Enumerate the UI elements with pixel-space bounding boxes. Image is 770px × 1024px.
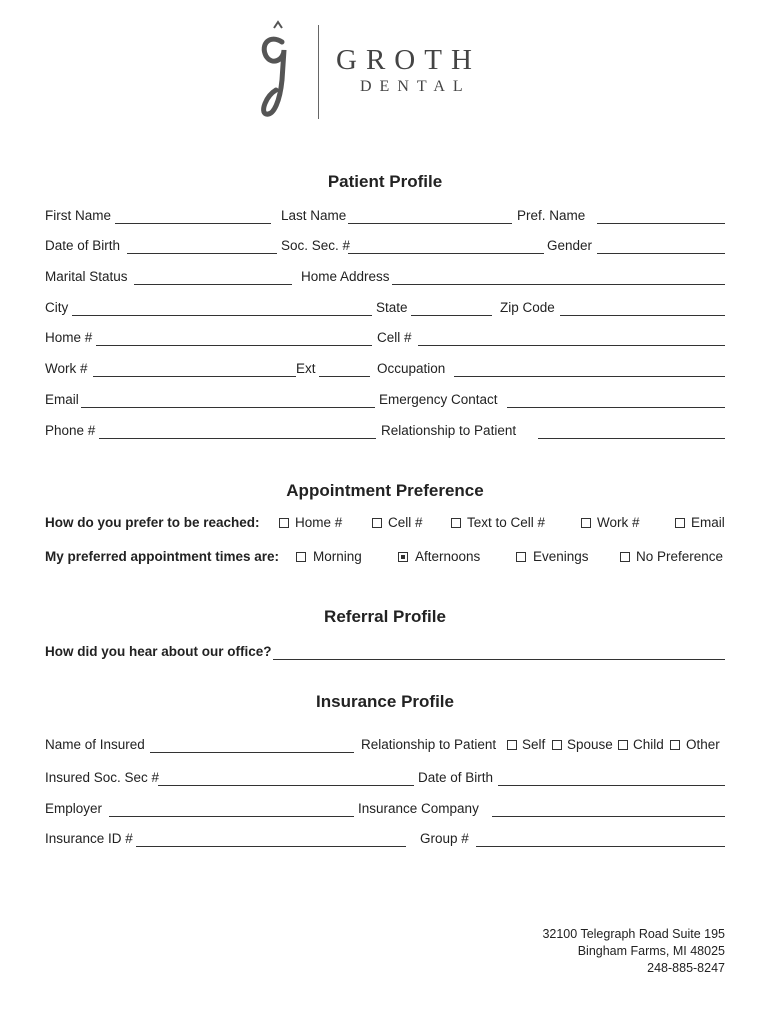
gender-label: Gender [547,238,593,253]
insurance-relationship-label: Relationship to Patient [361,737,497,752]
time-evenings-label: Evenings [533,549,589,564]
dob-label: Date of Birth [45,238,121,253]
reach-text-checkbox[interactable] [451,518,461,528]
insured-ssn-label: Insured Soc. Sec # [45,770,160,785]
rel-child-label: Child [633,737,664,752]
time-afternoons-checkbox[interactable] [398,552,408,562]
reach-email-label: Email [691,515,725,530]
referral-field[interactable] [273,659,725,660]
insurance-heading: Insurance Profile [316,692,454,711]
email-label: Email [45,392,79,407]
zip-code-label: Zip Code [500,300,555,315]
reach-cell-checkbox[interactable] [372,518,382,528]
logo-divider [318,25,319,119]
referral-heading: Referral Profile [324,607,446,626]
home-phone-field[interactable] [96,345,372,346]
marital-status-field[interactable] [134,284,292,285]
reach-home-checkbox[interactable] [279,518,289,528]
ext-label: Ext [296,361,316,376]
ext-field[interactable] [319,376,370,377]
occupation-label: Occupation [377,361,446,376]
insured-name-field[interactable] [150,752,354,753]
occupation-field[interactable] [454,376,725,377]
state-field[interactable] [411,315,492,316]
time-afternoons-label: Afternoons [415,549,481,564]
ssn-field[interactable] [348,253,544,254]
reach-question: How do you prefer to be reached: [45,515,260,530]
time-evenings-checkbox[interactable] [516,552,526,562]
relationship-label: Relationship to Patient [381,423,517,438]
rel-spouse-checkbox[interactable] [552,740,562,750]
appointment-heading: Appointment Preference [286,481,484,500]
reach-email-checkbox[interactable] [675,518,685,528]
work-phone-field[interactable] [93,376,296,377]
footer-phone: 248-885-8247 [647,961,725,975]
home-address-label: Home Address [301,269,390,284]
emergency-contact-field[interactable] [507,407,725,408]
referral-question: How did you hear about our office? [45,644,272,659]
pref-name-field[interactable] [597,223,725,224]
footer-address-line1: 32100 Telegraph Road Suite 195 [542,927,725,941]
cell-label: Cell # [377,330,412,345]
rel-self-checkbox[interactable] [507,740,517,750]
ssn-label: Soc. Sec. # [281,238,351,253]
relationship-field[interactable] [538,438,725,439]
footer-address-line2: Bingham Farms, MI 48025 [577,944,725,958]
employer-label: Employer [45,801,103,816]
logo-name: GROTH [336,44,481,76]
cell-field[interactable] [418,345,725,346]
insured-ssn-field[interactable] [158,785,414,786]
g-monogram-icon [252,20,302,120]
pref-name-label: Pref. Name [517,208,586,223]
home-address-field[interactable] [392,284,725,285]
rel-other-label: Other [686,737,720,752]
state-label: State [376,300,408,315]
zip-code-field[interactable] [560,315,725,316]
reach-work-label: Work # [597,515,640,530]
insured-dob-label: Date of Birth [418,770,494,785]
time-no-preference-checkbox[interactable] [620,552,630,562]
employer-field[interactable] [109,816,354,817]
first-name-label: First Name [45,208,112,223]
emergency-contact-label: Emergency Contact [379,392,498,407]
insurance-company-label: Insurance Company [358,801,479,816]
city-label: City [45,300,69,315]
insured-name-label: Name of Insured [45,737,145,752]
insurance-id-label: Insurance ID # [45,831,133,846]
reach-work-checkbox[interactable] [581,518,591,528]
marital-status-label: Marital Status [45,269,128,284]
last-name-label: Last Name [281,208,347,223]
patient-profile-heading: Patient Profile [327,172,443,191]
city-field[interactable] [72,315,372,316]
rel-child-checkbox[interactable] [618,740,628,750]
rel-spouse-label: Spouse [567,737,613,752]
email-field[interactable] [81,407,375,408]
reach-home-label: Home # [295,515,343,530]
rel-self-label: Self [522,737,546,752]
home-phone-label: Home # [45,330,93,345]
reach-cell-label: Cell # [388,515,423,530]
reach-text-label: Text to Cell # [467,515,546,530]
dob-field[interactable] [127,253,277,254]
gender-field[interactable] [597,253,725,254]
footer-address [542,926,725,977]
work-phone-label: Work # [45,361,88,376]
group-label: Group # [420,831,469,846]
time-morning-label: Morning [313,549,362,564]
logo-subtitle: DENTAL [360,78,471,95]
phone-field[interactable] [99,438,376,439]
insured-dob-field[interactable] [498,785,725,786]
group-field[interactable] [476,846,725,847]
time-no-preference-label: No Preference [636,549,724,564]
time-morning-checkbox[interactable] [296,552,306,562]
times-question: My preferred appointment times are: [45,549,280,564]
insurance-company-field[interactable] [492,816,725,817]
rel-other-checkbox[interactable] [670,740,680,750]
insurance-id-field[interactable] [136,846,406,847]
first-name-field[interactable] [115,223,271,224]
phone-label: Phone # [45,423,96,438]
last-name-field[interactable] [348,223,512,224]
